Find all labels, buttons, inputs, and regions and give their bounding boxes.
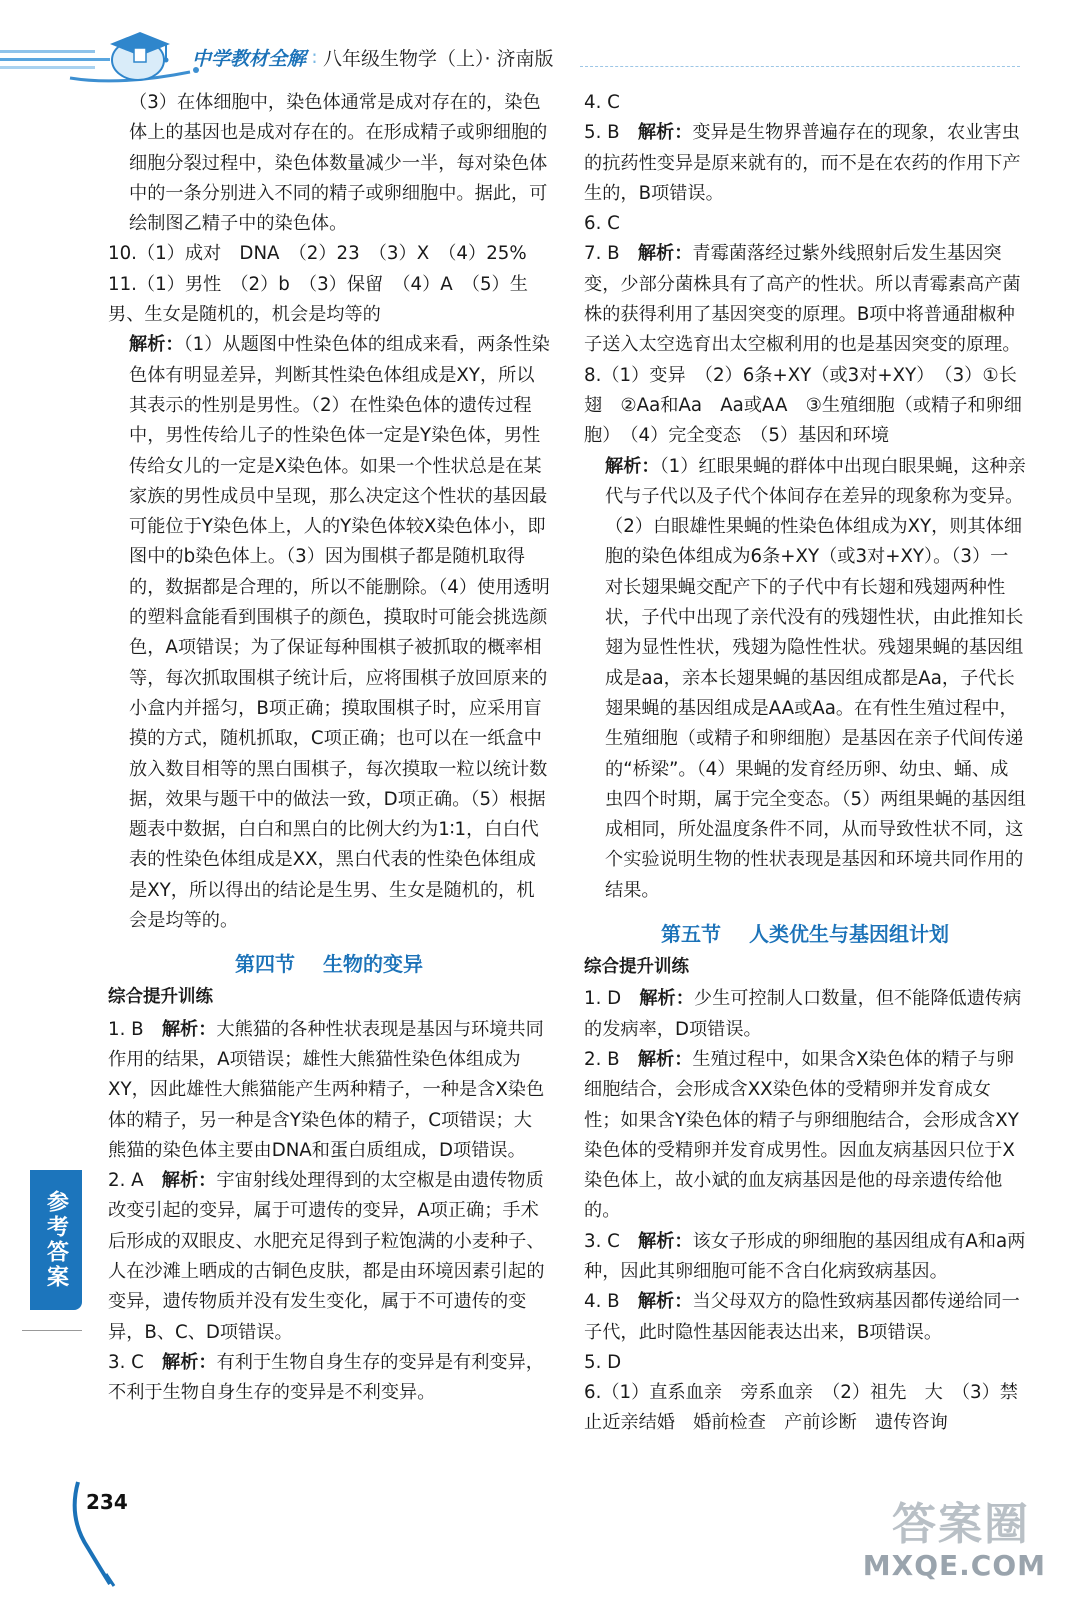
answer-s4-q3 <box>108 1348 550 1409</box>
answer-s4-q4: 4. C <box>584 92 620 113</box>
page-header <box>0 0 1070 90</box>
answer-head: 2. A <box>108 1170 162 1192</box>
answer-s4-q7 <box>584 239 1026 360</box>
answer-q10: 10.（1）成对 DNA （2）23 （3）X （4）25% <box>108 243 527 265</box>
analysis-label: 解析： <box>638 1230 693 1252</box>
analysis-label: 解析： <box>637 1291 693 1313</box>
graduation-cap-logo-icon <box>100 26 180 84</box>
answer-head: 7. B <box>584 243 638 265</box>
training-heading: 综合提升训练 <box>108 987 213 1008</box>
analysis-text: 少生可控制人口数量，但不能降低遗传病的发病率，D项错误。 <box>584 988 1022 1040</box>
analysis-label: 解析： <box>637 122 693 144</box>
analysis-label: 解析： <box>639 988 694 1010</box>
analysis-text: 变异是生物界普遍存在的现象，农业害虫的抗药性变异是原来就有的，而不是在农药的作用下产生的，B项错误。 <box>584 122 1021 204</box>
answer-head: 1. D <box>584 988 640 1010</box>
right-column <box>584 88 1026 1439</box>
answer-s5-q4 <box>584 1287 1026 1348</box>
header-separator: ∶ <box>312 48 317 70</box>
answer-s4-q2 <box>108 1166 550 1348</box>
analysis-label: 解析： <box>605 455 660 477</box>
analysis-q11 <box>108 330 550 936</box>
header-subtitle: 八年级生物学（上）· 济南版 <box>322 48 554 70</box>
analysis-label: 解析： <box>161 1018 217 1040</box>
analysis-text: 宇宙射线处理得到的太空椒是由遗传物质改变引起的变异，属于可遗传的变异，A项正确；手术后形成的双眼皮、水肥充足得到子粒饱满的小麦种子、人在沙滩上晒成的古铜色皮肤，都是由环境因素引起的变异，遗传物质并没有发生变化，属于不可遗传的变异，B、C、D项错误。 <box>108 1170 545 1343</box>
answer-s5-q2 <box>584 1045 1026 1227</box>
side-divider <box>22 1330 82 1331</box>
answer-head: 2. B <box>584 1048 638 1070</box>
answer-s4-q6: 6. C <box>584 213 620 235</box>
answer-head: 4. B <box>584 1291 638 1313</box>
answer-head: 1. B <box>108 1018 162 1040</box>
answer-head: 5. B <box>584 122 638 144</box>
section-4-title <box>108 949 550 979</box>
analysis-text: 当父母双方的隐性致病基因都传递给同一子代，此时隐性基因能表达出来，B项错误。 <box>584 1291 1020 1343</box>
analysis-text: 生殖过程中，如果含X染色体的精子与卵细胞结合，会形成含XX染色体的受精卵并发育成女性；如果含Y染色体的精子与卵细胞结合，会形成含XY染色体的受精卵并发育成男性。因血友病基因只位于X染色体上，故小斌的血友病基因是他的母亲遗传给他的。 <box>584 1048 1019 1222</box>
section-4-number: 第四节 <box>235 952 295 977</box>
answer-s5-q6: 6.（1）直系血亲 旁系血亲 （2）祖先 大 （3）禁止近亲结婚 婚前检查 产前诊断 遗传咨询 <box>584 1382 1018 1434</box>
watermark-url: MXQE.COM <box>862 1549 1046 1582</box>
watermark-logo-text: 答案圈 <box>892 1499 1030 1550</box>
answer-head: 3. C <box>108 1351 163 1373</box>
answer-s5-q5: 5. D <box>584 1351 622 1373</box>
analysis-text: 青霉菌落经过紫外线照射后发生基因突变，少部分菌株具有了高产的性状。所以青霉素高产菌株的获得利用了基因突变的原理。B项中将普通甜椒种子送入太空选育出太空椒利用的也是基因突变的原理。 <box>584 243 1021 356</box>
analysis-text: （1）红眼果蝇的群体中出现白眼果蝇，这种亲代与子代以及子代个体间存在差异的现象称为变异。（2）白眼雄性果蝇的性染色体组成为XY，则其体细胞的染色体组成为6条+XY（或3对+XY）。（3）一对长翅果蝇交配产下的子代中有长翅和残翅两种性状，子代中出现了亲代没有的残翅性状，由此推知长翅为显性性状，残翅为隐性性状。残翅果蝇的基因组成是aa，亲本长翅果蝇的基因组成都是Aa，子代长翅果蝇的基因组成是AA或Aa。在有性生殖过程中，生殖细胞（或精子和卵细胞）是基因在亲子代间传递的“桥梁”。（4）果蝇的发育经历卵、幼虫、蛹、成虫四个时期，属于完全变态。（5）两组果蝇的基因组成相同，所处温度条件不同，从而导致性状不同，这个实验说明生物的性状表现是基因和环境共同作用的结果。 <box>605 455 1026 901</box>
reference-answers-tab: 参考答案 <box>30 1170 82 1310</box>
answer-s4-q5 <box>584 118 1026 209</box>
analysis-label: 解析： <box>637 1048 693 1070</box>
analysis-text: （1）从题图中性染色体的组成来看，两条性染色体有明显差异，判断其性染色体组成是XY，所以其表示的性别是男性。（2）在性染色体的遗传过程中，男性传给儿子的性染色体一定是Y染色体，男性传给女儿的一定是X染色体。如果一个性状总是在某家族的男性成员中呈现，那么决定这个性状的基因最可能位于Y染色体上，人的Y染色体较X染色体小，即图中的b染色体上。（3）因为围棋子都是随机取得的，数据都是合理的，所以不能删除。（4）使用透明的塑料盒能看到围棋子的颜色，摸取时可能会挑选颜色，A项错误；为了保证每种围棋子被抓取的概率相等，每次抓取围棋子统计后，应将围棋子放回原来的小盒内并摇匀，B项正确；摸取围棋子时，应采用盲摸的方式，随机抓取，C项正确；也可以在一纸盒中放入数目相等的黑白围棋子，每次摸取一粒以统计数据，效果与题干中的做法一致，D项正确。（5）根据题表中数据，白白和黑白的比例大约为1∶1，白白代表的性染色体组成是XX，黑白代表的性染色体组成是XY，所以得出的结论是生男、生女是随机的，机会是均等的。 <box>129 334 550 932</box>
analysis-label: 解析： <box>637 243 693 265</box>
header-title <box>192 44 554 71</box>
analysis-label: 解析： <box>162 1351 217 1373</box>
analysis-label: 解析： <box>161 1170 217 1192</box>
left-column <box>108 88 550 1408</box>
page-number: 234 <box>86 1490 128 1514</box>
training-heading: 综合提升训练 <box>584 957 689 978</box>
header-divider <box>580 66 1020 67</box>
answer-s4-q1 <box>108 1015 550 1166</box>
analysis-text: 大熊猫的各种性状表现是基因与环境共同作用的结果，A项错误；雄性大熊猫性染色体组成为XY，因此雄性大熊猫能产生两种精子，一种是含X染色体的精子，另一种是含Y染色体的精子，C项错误；大熊猫的染色体主要由DNA和蛋白质组成，D项错误。 <box>108 1018 545 1161</box>
answer-s5-q3 <box>584 1227 1026 1288</box>
answer-head: 3. C <box>584 1230 639 1252</box>
answer-s5-q1 <box>584 984 1026 1045</box>
analysis-text: 有利于生物自身生存的变异是有利变异，不利于生物自身生存的变异是不利变异。 <box>108 1351 544 1404</box>
analysis-label: 解析： <box>129 334 184 356</box>
analysis-text: 该女子形成的卵细胞的基因组成有A和a两种，因此其卵细胞可能不含白化病致病基因。 <box>584 1230 1026 1282</box>
section-4-name: 生物的变异 <box>323 952 423 977</box>
analysis-s4-q8 <box>584 452 1026 906</box>
header-brand: 中学教材全解 <box>192 48 307 70</box>
answer-q9-part3: （3）在体细胞中，染色体通常是成对存在的，染色体上的基因也是成对存在的。在形成精子或卵细胞的细胞分裂过程中，染色体数量减少一半，每对染色体中的一条分别进入不同的精子或卵细胞中。据此，可绘制图乙精子中的染色体。 <box>129 92 548 235</box>
section-5-title <box>584 919 1026 949</box>
answer-q11: 11.（1）男性 （2）b （3）保留 （4）A （5）生男、生女是随机的，机会是均等的 <box>108 273 528 326</box>
section-5-name: 人类优生与基因组计划 <box>749 922 949 947</box>
section-5-number: 第五节 <box>661 922 721 947</box>
answer-s4-q8: 8.（1）变异 （2）6条+XY（或3对+XY） （3）①长翅 ②Aa和Aa Aa或AA ③生殖细胞（或精子和卵细胞） （4）完全变态 （5）基因和环境 <box>584 364 1022 447</box>
